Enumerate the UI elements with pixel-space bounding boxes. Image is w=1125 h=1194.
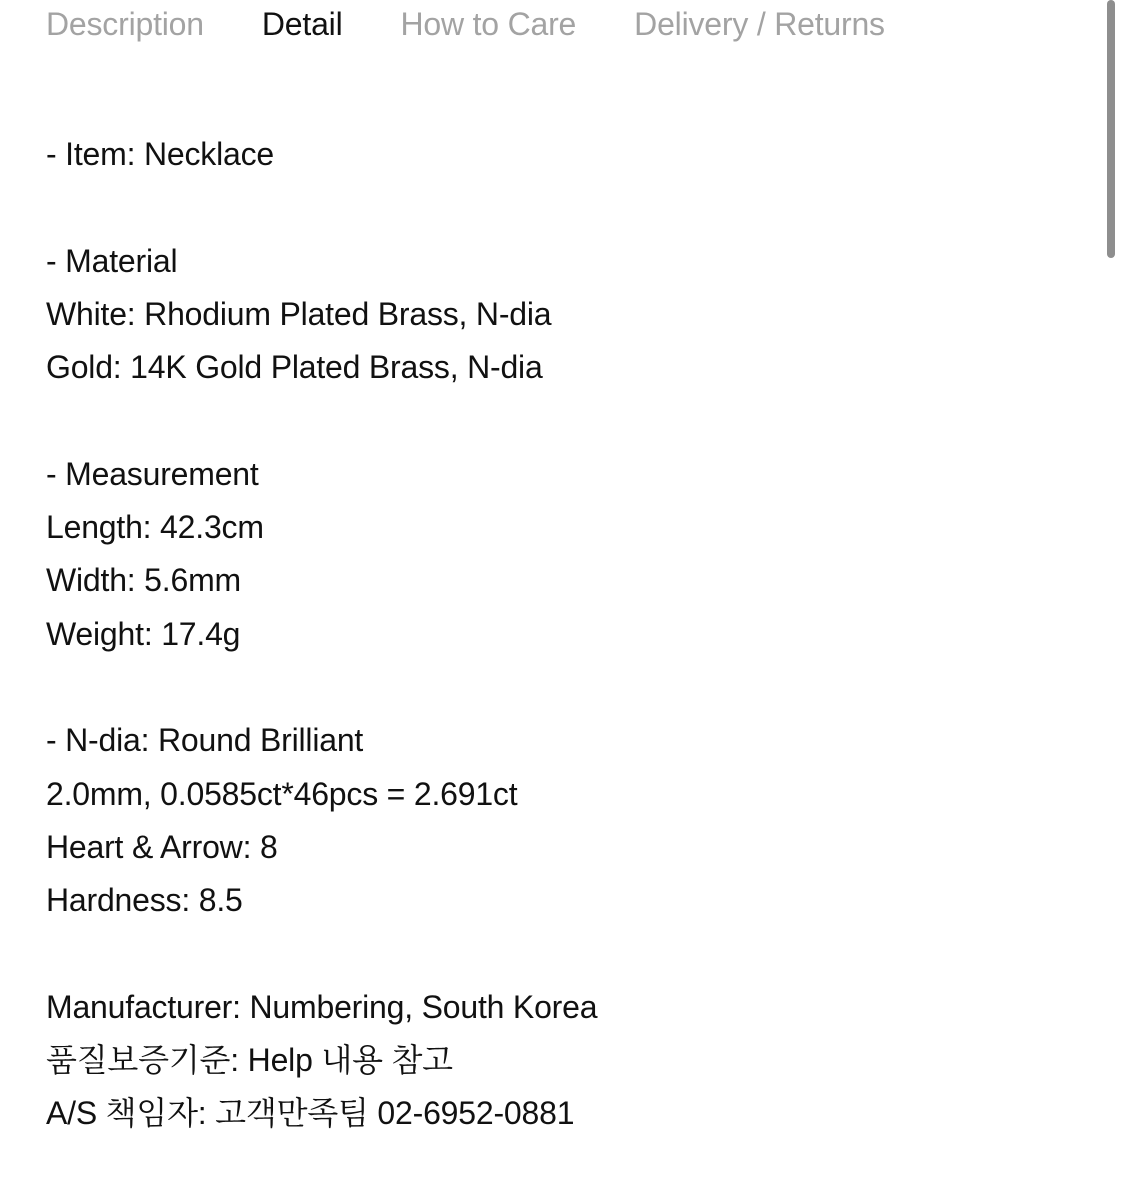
scrollbar[interactable] <box>1107 0 1115 258</box>
tab-delivery-returns[interactable]: Delivery / Returns <box>634 5 885 42</box>
ndia-heading: - N-dia: Round Brilliant <box>46 722 364 759</box>
measurement-heading: - Measurement <box>46 455 259 492</box>
length-line: Length: 42.3cm <box>46 509 264 546</box>
quality-standard-line: 품질보증기준: Help 내용 참고 <box>46 1042 453 1079</box>
width-line: Width: 5.6mm <box>46 562 241 599</box>
ndia-size-line: 2.0mm, 0.0585ct*46pcs = 2.691ct <box>46 775 518 812</box>
spacer <box>46 394 597 447</box>
spacer <box>46 181 597 234</box>
hardness-line: Hardness: 8.5 <box>46 882 243 919</box>
item-line: - Item: Necklace <box>46 136 274 172</box>
detail-content <box>46 128 597 1141</box>
tab-description[interactable]: Description <box>46 5 204 42</box>
material-heading: - Material <box>46 242 178 279</box>
weight-line: Weight: 17.4g <box>46 615 241 652</box>
material-white: White: Rhodium Plated Brass, N-dia <box>46 295 552 332</box>
spacer <box>46 661 597 714</box>
spacer <box>46 927 597 980</box>
tab-bar <box>46 0 943 48</box>
heart-arrow-line: Heart & Arrow: 8 <box>46 828 278 865</box>
tab-how-to-care[interactable]: How to Care <box>400 5 577 42</box>
as-manager-line: A/S 책임자: 고객만족팀 02-6952-0881 <box>46 1095 575 1132</box>
manufacturer-line: Manufacturer: Numbering, South Korea <box>46 988 598 1025</box>
tab-detail[interactable]: Detail <box>261 5 343 42</box>
material-gold: Gold: 14K Gold Plated Brass, N-dia <box>46 349 543 386</box>
